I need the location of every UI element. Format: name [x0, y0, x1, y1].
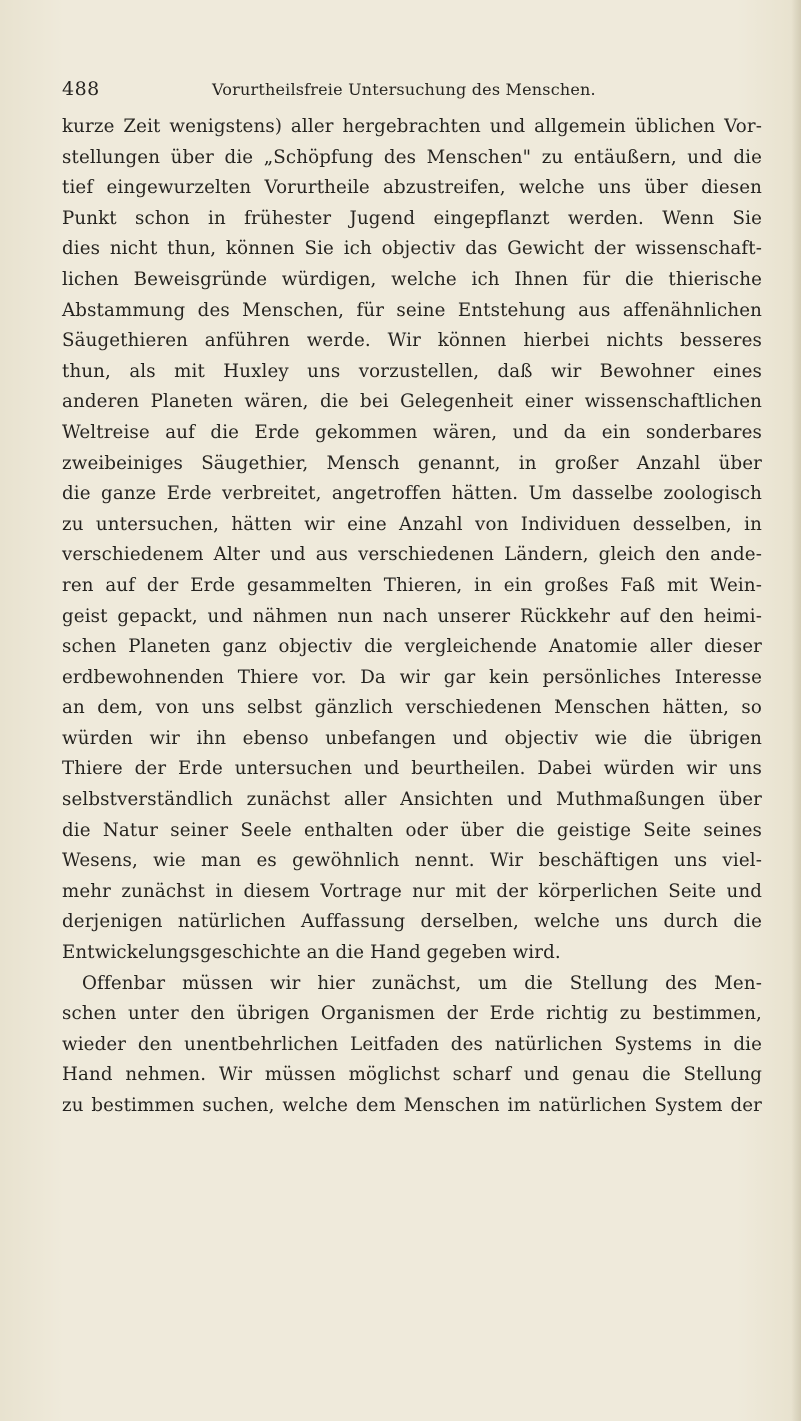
- text-line: geist gepackt, und nähmen nun nach unserer Rückkehr auf den heimi-: [62, 605, 762, 627]
- text-line: Säugethieren anführen werde. Wir können hierbei nichts besseres: [62, 330, 762, 352]
- text-line: zu untersuchen, hätten wir eine Anzahl von Individuen desselben, in: [62, 513, 762, 535]
- text-line: thun, als mit Huxley uns vorzustellen, daß wir Bewohner eines: [62, 360, 762, 382]
- paragraph-first-line: Offenbar müssen wir hier zunächst, um die Stellung des Men-: [82, 972, 762, 994]
- text-line: die ganze Erde verbreitet, angetroffen hätten. Um dasselbe zoologisch: [62, 483, 762, 505]
- text-line: tief eingewurzelten Vorurtheile abzustreifen, welche uns über diesen: [62, 177, 762, 199]
- text-line: dies nicht thun, können Sie ich objectiv das Gewicht der wissenschaft-: [62, 238, 762, 260]
- page-edge-shadow: [791, 0, 801, 1421]
- running-title: Vorurtheilsfreie Untersuchung des Menschen.: [212, 80, 596, 99]
- text-line: ren auf der Erde gesammelten Thieren, in ein großes Faß mit Wein-: [62, 574, 762, 596]
- body-text: [62, 112, 762, 1122]
- text-line: verschiedenem Alter und aus verschiedenen Ländern, gleich den ande-: [62, 544, 762, 566]
- text-line: zweibeiniges Säugethier, Mensch genannt, in großer Anzahl über: [62, 452, 762, 474]
- text-line: derjenigen natürlichen Auffassung derselben, welche uns durch die: [62, 911, 762, 933]
- text-line: kurze Zeit wenigstens) aller hergebrachten und allgemein üblichen Vor-: [62, 116, 762, 137]
- page-number: 488: [62, 78, 100, 100]
- text-line: Thiere der Erde untersuchen und beurtheilen. Dabei würden wir uns: [62, 758, 762, 780]
- text-line: zu bestimmen suchen, welche dem Menschen im natürlichen System der: [62, 1095, 762, 1116]
- text-line: lichen Beweisgründe würdigen, welche ich Ihnen für die thierische: [62, 268, 762, 290]
- text-line: mehr zunächst in diesem Vortrage nur mit der körperlichen Seite und: [62, 880, 762, 902]
- text-line: wieder den unentbehrlichen Leitfaden des natürlichen Systems in die: [62, 1033, 762, 1055]
- text-line: Wesens, wie man es gewöhnlich nennt. Wir beschäftigen uns viel-: [62, 850, 762, 872]
- text-line: selbstverständlich zunächst aller Ansichten und Muthmaßungen über: [62, 789, 762, 811]
- text-line: erdbewohnenden Thiere vor. Da wir gar kein persönliches Interesse: [62, 666, 762, 688]
- text-line: schen unter den übrigen Organismen der Erde richtig zu bestimmen,: [62, 1003, 762, 1025]
- text-line: Abstammung des Menschen, für seine Entstehung aus affenähnlichen: [62, 299, 762, 321]
- text-line: anderen Planeten wären, die bei Gelegenheit einer wissenschaftlichen: [62, 391, 762, 413]
- paragraph-last-line: Entwickelungsgeschichte an die Hand gegeben wird.: [62, 942, 561, 964]
- text-line: Punkt schon in frühester Jugend eingepflanzt werden. Wenn Sie: [62, 207, 762, 229]
- running-head: [62, 78, 762, 104]
- text-line: an dem, von uns selbst gänzlich verschiedenen Menschen hätten, so: [62, 697, 762, 719]
- text-line: Hand nehmen. Wir müssen möglichst scharf und genau die Stellung: [62, 1064, 762, 1086]
- text-line: würden wir ihn ebenso unbefangen und objectiv wie die übrigen: [62, 727, 762, 749]
- text-line: die Natur seiner Seele enthalten oder über die geistige Seite seines: [62, 819, 762, 841]
- text-line: schen Planeten ganz objectiv die vergleichende Anatomie aller dieser: [62, 636, 762, 658]
- text-line: stellungen über die „Schöpfung des Menschen" zu entäußern, und die: [62, 146, 762, 168]
- text-line: Weltreise auf die Erde gekommen wären, und da ein sonderbares: [62, 421, 762, 443]
